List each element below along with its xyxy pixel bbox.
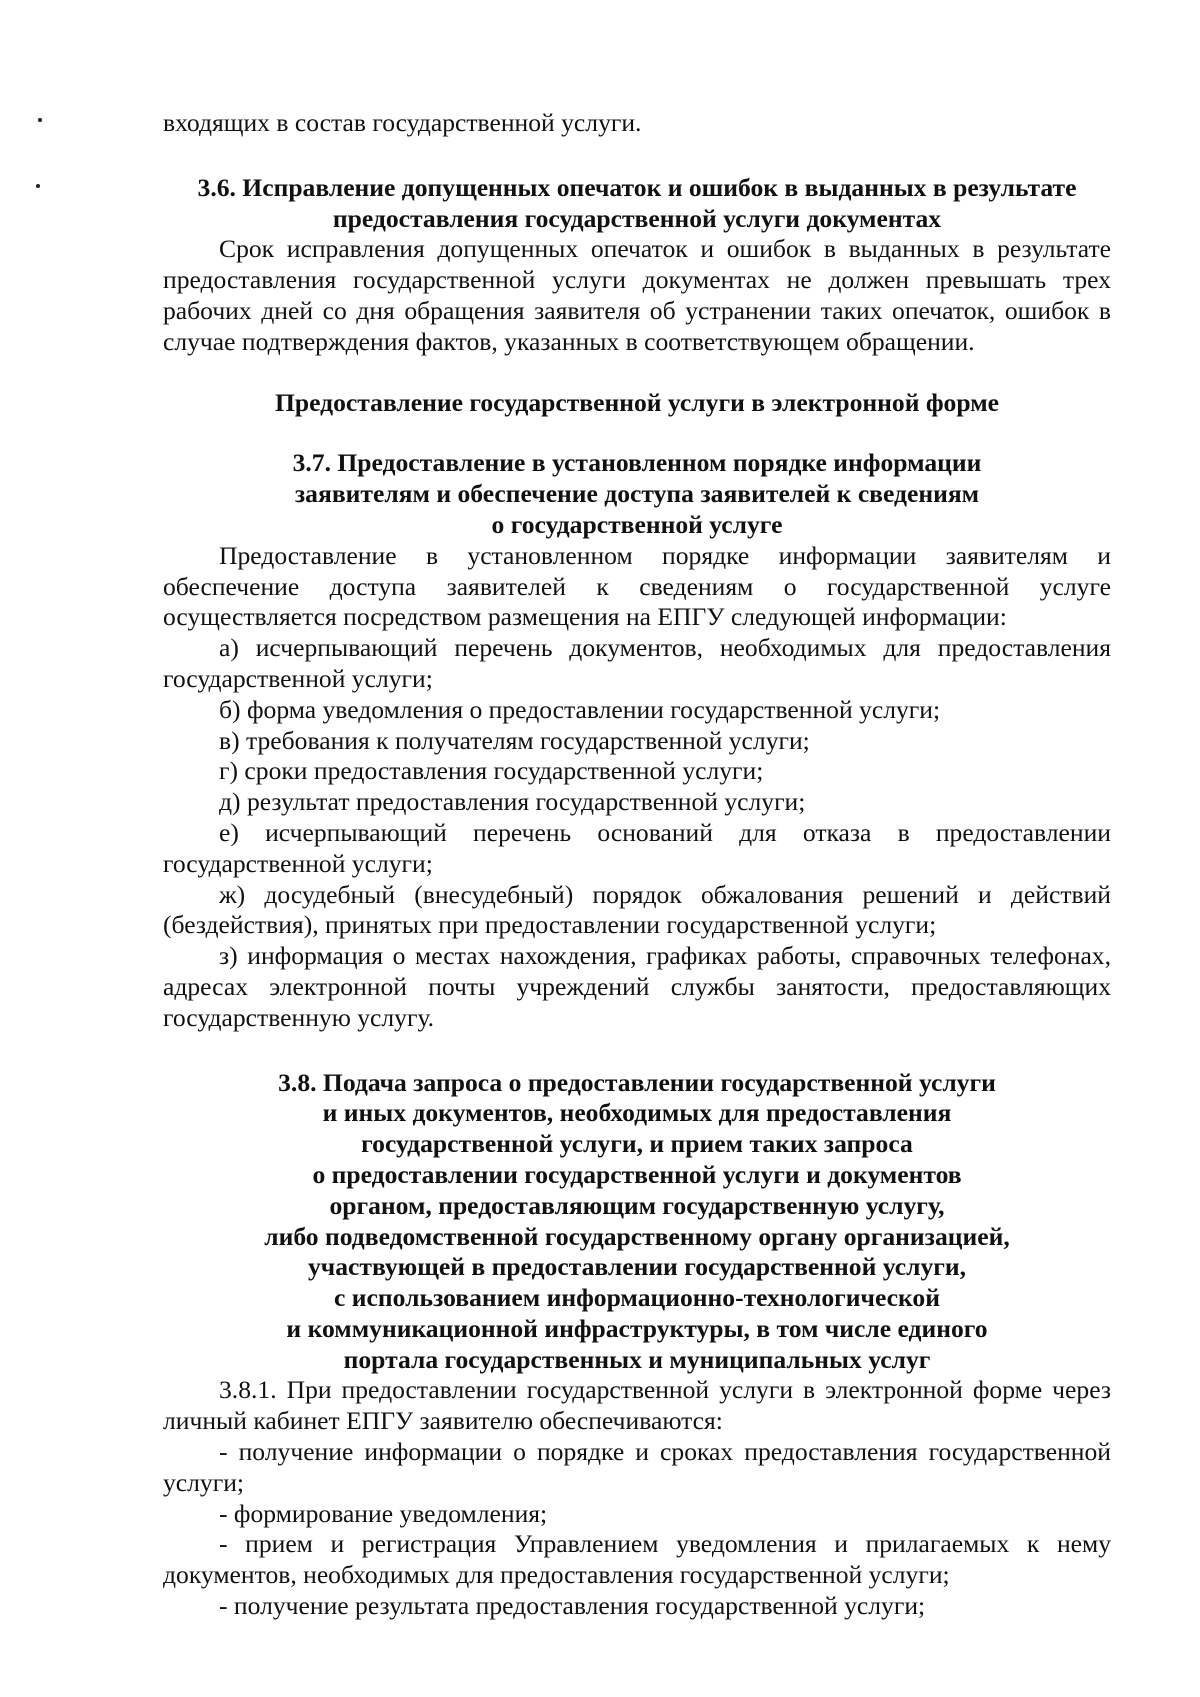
- section-3-8-heading-line: с использованием информационно-технологической: [334, 1283, 940, 1313]
- section-3-8-heading-line: о предоставлении государственной услуги и документов: [312, 1159, 962, 1189]
- intro-line: входящих в состав государственной услуги.: [163, 108, 642, 137]
- scan-dot-mark: [38, 118, 42, 122]
- spacer: [163, 418, 1111, 448]
- section-3-7-heading-line-3: о государственной услуге: [491, 509, 783, 539]
- section-3-7-heading-line-2: заявителям и обеспечение доступа заявителей к сведениям: [294, 479, 980, 509]
- section-3-8-heading-line: органом, предоставляющим государственную услугу,: [329, 1190, 945, 1220]
- electronic-form-heading: Предоставление государственной услуги в электронной форме: [275, 387, 999, 417]
- list-item: а) исчерпывающий перечень документов, необходимых для предоставления государственной услуги;: [163, 633, 1111, 693]
- spacer: [163, 1034, 1111, 1068]
- list-item: б) форма уведомления о предоставлении государственной услуги;: [219, 694, 941, 724]
- section-3-8-heading-line: либо подведомственной государственному органу организацией,: [264, 1221, 1010, 1251]
- list-item: е) исчерпывающий перечень оснований для отказа в предоставлении государственной услуги;: [163, 817, 1111, 878]
- list-item: - получение информации о порядке и сроках предоставления государственной услуги;: [163, 1437, 1111, 1497]
- section-3-8-heading-line: государственной услуги, и прием таких запроса: [361, 1129, 913, 1159]
- list-item: з) информация о местах нахождения, графиках работы, справочных телефонах, адресах электронной почты учреждений службы занятости, предоставляющих государственную услугу.: [163, 941, 1111, 1032]
- list-item: в) требования к получателям государственной услуги;: [219, 725, 810, 755]
- section-3-7-heading-line-1: 3.7. Предоставление в установленном порядке информации: [292, 448, 982, 478]
- spacer: [163, 358, 1111, 388]
- section-3-8-heading-line: участвующей в предоставлении государственной услуги,: [307, 1252, 967, 1282]
- section-3-8-heading-line: и иных документов, необходимых для предоставления: [322, 1098, 952, 1128]
- list-item: - формирование уведомления;: [219, 1498, 548, 1528]
- section-3-8-paragraph: 3.8.1. При предоставлении государственной услуги в электронной форме через личный кабинет ЕПГУ заявителю обеспечиваются:: [163, 1375, 1111, 1436]
- section-3-7-paragraph: Предоставление в установленном порядке информации заявителям и обеспечение доступа заявителей к сведениям о государственной услуге осуществляется посредством размещения на ЕПГУ следующей информации:: [163, 540, 1111, 632]
- list-item: д) результат предоставления государственной услуги;: [219, 787, 806, 817]
- list-item: г) сроки предоставления государственной услуги;: [219, 756, 764, 786]
- document-page: [163, 108, 1111, 1622]
- list-item: ж) досудебный (внесудебный) порядок обжалования решений и действий (бездействия), принятых при предоставлении государственной услуги;: [163, 879, 1111, 940]
- section-3-6-heading-line-2: предоставления государственной услуги документах: [332, 203, 942, 233]
- section-3-6-heading-line-1: 3.6. Исправление допущенных опечаток и ошибок в выданных в результате: [197, 172, 1077, 202]
- scan-dot-mark: [36, 184, 40, 188]
- list-item: - получение результата предоставления государственной услуги;: [219, 1591, 926, 1621]
- section-3-8-heading-line: портала государственных и муниципальных услуг: [343, 1344, 931, 1374]
- section-3-8-heading-line: 3.8. Подача запроса о предоставлении государственной услуги: [278, 1067, 996, 1097]
- section-3-8-heading-line: и коммуникационной инфраструктуры, в том числе единого: [286, 1313, 988, 1343]
- section-3-6-paragraph: Срок исправления допущенных опечаток и ошибок в выданных в результате предоставления государственной услуги документах не должен превышать трех рабочих дней со дня обращения заявителя об устранении таких опечаток, ошибок в случае подтверждения фактов, указанных в соответствующем обращении.: [163, 234, 1111, 356]
- spacer: [163, 139, 1111, 173]
- list-item: - прием и регистрация Управлением уведомления и прилагаемых к нему документов, необходимых для предоставления государственной услуги;: [163, 1529, 1111, 1590]
